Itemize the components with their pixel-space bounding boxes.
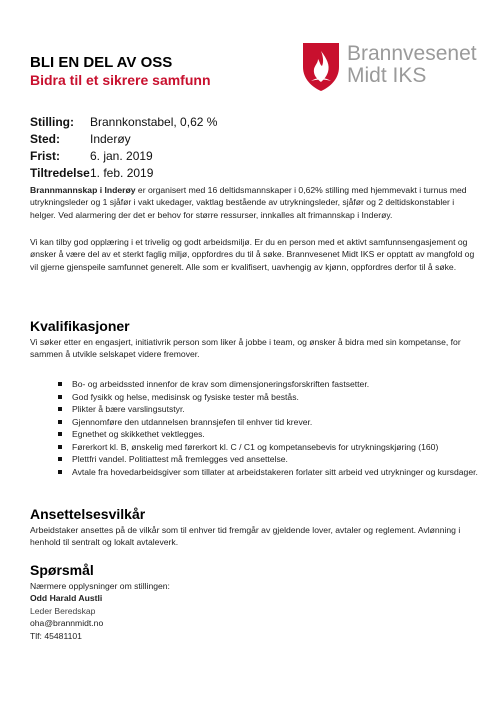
logo-wordmark	[347, 43, 477, 87]
qualifications-heading: Kvalifikasjoner	[30, 318, 130, 334]
detail-row-deadline	[30, 148, 217, 165]
intro-paragraph-1	[30, 184, 475, 221]
logo-line-1: Brannvesenet	[347, 42, 477, 65]
contact-name: Odd Harald Austli	[30, 593, 103, 604]
position-details	[30, 114, 217, 182]
detail-key: Frist:	[30, 149, 60, 163]
qualifications-list	[58, 378, 478, 478]
detail-row-position	[30, 114, 217, 131]
detail-value: Brannkonstabel, 0,62 %	[90, 115, 218, 129]
contact-phone: Tlf: 45481101	[30, 630, 82, 641]
detail-key: Tiltredelse	[30, 166, 90, 180]
intro-lead: Brannmannskap i Inderøy	[30, 185, 136, 195]
intro-body: er organisert med 16 deltidsmannskaper i 0,62% stilling med hjemmevakt i turnus med utrykningsleder og 1 sjåfør i vakt ukedager, vaktlag bestående av utrykningsleder, sjåfør og 2 deltidskonstabler i helger. Ved alarmering der det er behov for større ressurser, innkalles alt frimannskap i Inderøy.	[30, 185, 467, 220]
contact-intro: Nærmere opplysninger om stillingen:	[30, 581, 170, 591]
company-logo	[299, 41, 479, 93]
flame-shield-icon	[299, 41, 343, 93]
detail-row-start	[30, 165, 217, 182]
headline: BLI EN DEL AV OSS	[30, 54, 173, 71]
contact-role: Leder Beredskap	[30, 605, 96, 616]
subheadline: Bidra til et sikrere samfunn	[30, 72, 211, 88]
list-item: Plikter å bære varslingsutstyr.	[58, 403, 478, 416]
contact-email-link[interactable]: oha@brannmidt.no	[30, 618, 104, 629]
list-item: Egnethet og skikkethet vektlegges.	[58, 428, 478, 441]
list-item: Førerkort kl. B, ønskelig med førerkort kl. C / C1 og kompetansebevis for utrykningskjøring (160)	[58, 441, 478, 454]
detail-value: Inderøy	[90, 132, 131, 146]
qualifications-text: Vi søker etter en engasjert, initiativrik person som liker å jobbe i team, og ønsker å bidra med sin kompetanse, for sammen å utvikle selskapet videre fremover.	[30, 337, 461, 360]
detail-row-location	[30, 131, 217, 148]
list-item: Gjennomføre den utdannelsen brannsjefen til enhver tid krever.	[58, 416, 478, 429]
list-item: Plettfri vandel. Politiattest må fremlegges ved ansettelse.	[58, 453, 478, 466]
detail-key: Sted:	[30, 132, 60, 146]
list-item: Avtale fra hovedarbeidsgiver som tillater at arbeidstakeren forlater sitt arbeid ved utrykninger og kursdager.	[58, 466, 478, 479]
list-item: Bo- og arbeidssted innenfor de krav som dimensjoneringsforskriften fastsetter.	[58, 378, 478, 391]
logo-line-2: Midt IKS	[347, 64, 427, 87]
terms-text: Arbeidstaker ansettes på de vilkår som til enhver tid fremgår av gjeldende lover, avtaler og reglement. Avlønning i henhold til sentralt og lokalt avtaleverk.	[30, 525, 461, 548]
detail-key: Stilling:	[30, 115, 74, 129]
intro-paragraph-2: Vi kan tilby god opplæring i et trivelig og godt arbeidsmiljø. Er du en person med et aktivt samfunnsengasjement og ønsker å være del av et sterkt faglig miljø, oppfordres du til å søke. Brannvesenet Midt IKS er opptatt av mangfold og vil gjerne gjenspeile samfunnet generelt. Alle som er kvalifisert, uavhengig av kjønn, oppfordres derfor til å søke.	[30, 237, 475, 272]
list-item: God fysikk og helse, medisinsk og fysiske tester må bestås.	[58, 391, 478, 404]
terms-heading: Ansettelsesvilkår	[30, 506, 146, 522]
detail-value: 6. jan. 2019	[90, 149, 153, 163]
detail-value: 1. feb. 2019	[90, 166, 154, 180]
questions-heading: Spørsmål	[30, 562, 94, 578]
contact-block	[30, 580, 170, 642]
